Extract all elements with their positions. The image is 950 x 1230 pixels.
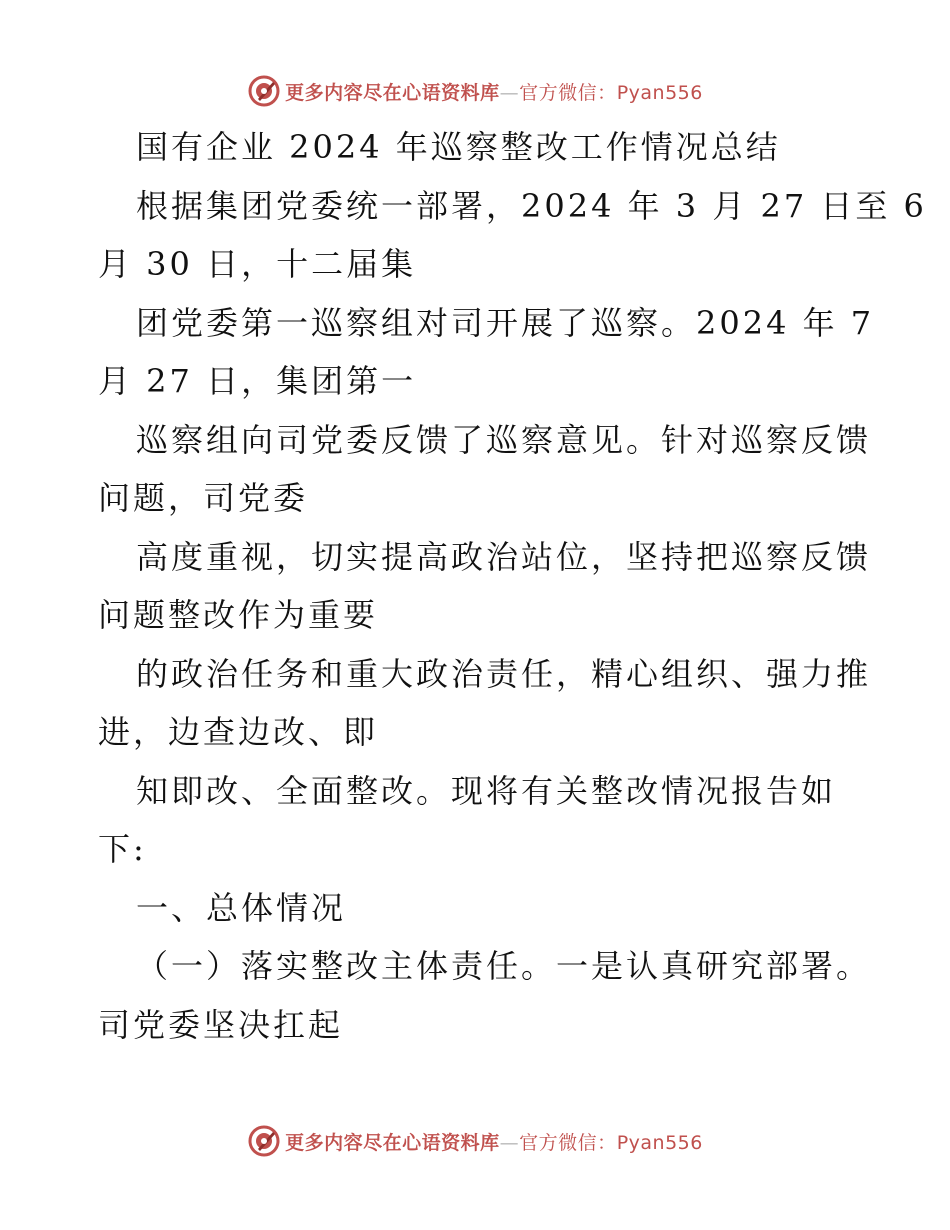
watermark-text — [285, 1128, 703, 1155]
document-title: 国有企业 2024 年巡察整改工作情况总结 — [136, 128, 781, 166]
paragraph-line: 下: — [98, 830, 147, 868]
section-heading: 一、总体情况 — [136, 888, 347, 927]
paragraph-line: 问题整改作为重要 — [98, 596, 379, 634]
watermark-banner-bottom — [0, 1121, 950, 1161]
watermark-text — [285, 78, 703, 105]
seal-logo-icon — [247, 74, 281, 108]
document-body — [98, 118, 927, 1054]
watermark-bold-text: 更多内容尽在心语资料库 — [285, 81, 500, 104]
seal-logo-icon — [247, 1124, 281, 1158]
paragraph-line: 巡察组向司党委反馈了巡察意见。针对巡察反馈 — [136, 420, 872, 459]
paragraph-line: 问题，司党委 — [98, 479, 309, 517]
paragraph-line: 团党委第一巡察组对司开展了巡察。2024 年 7 — [136, 303, 875, 342]
paragraph-line: 进，边查边改、即 — [98, 713, 379, 751]
paragraph-line: 月 27 日，集团第一 — [98, 362, 417, 400]
paragraph-line: 的政治任务和重大政治责任，精心组织、强力推 — [136, 654, 872, 693]
watermark-plain-text: 官方微信： — [519, 81, 617, 104]
watermark-bold-text: 更多内容尽在心语资料库 — [285, 1131, 500, 1154]
watermark-separator: — — [499, 81, 520, 104]
paragraph-line: （一）落实整改主体责任。一是认真研究部署。 — [136, 947, 872, 985]
watermark-id-text: Pyan556 — [616, 81, 703, 104]
paragraph-line: 知即改、全面整改。现将有关整改情况报告如 — [136, 771, 837, 810]
watermark-id-text: Pyan556 — [616, 1131, 703, 1154]
paragraph-line: 司党委坚决扛起 — [98, 1005, 344, 1044]
watermark-plain-text: 官方微信： — [519, 1131, 617, 1154]
paragraph-line: 根据集团党委统一部署，2024 年 3 月 27 日至 6 — [136, 186, 927, 225]
paragraph-line: 高度重视，切实提高政治站位，坚持把巡察反馈 — [136, 537, 872, 576]
paragraph-line: 月 30 日，十二届集 — [98, 245, 417, 283]
watermark-separator: — — [499, 1131, 520, 1154]
watermark-banner-top — [0, 71, 950, 111]
